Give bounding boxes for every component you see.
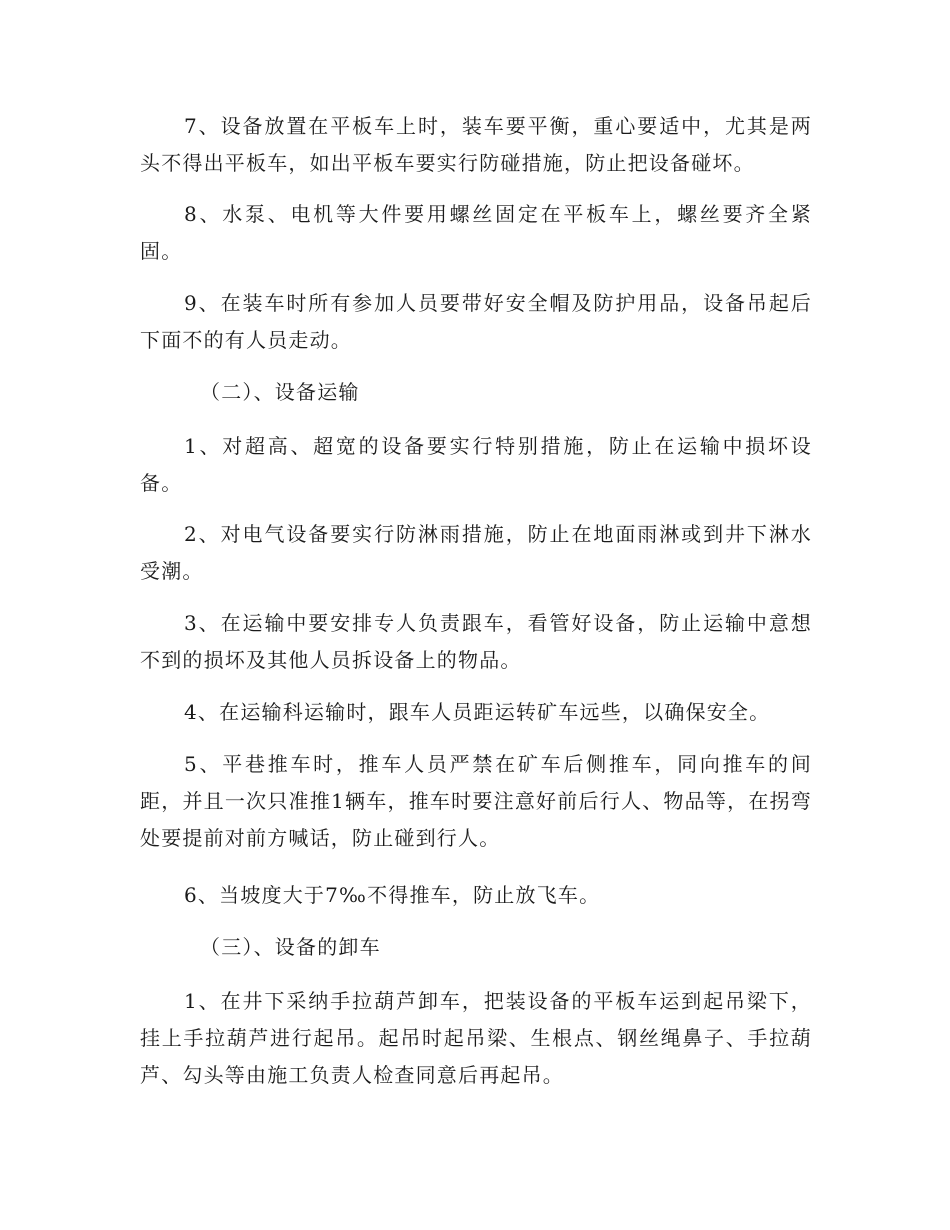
paragraph-item-9: 9、在装车时所有参加人员要带好安全帽及防护用品，设备吊起后下面不的有人员走动。 bbox=[140, 291, 812, 352]
paragraph-transport-2: 2、对电气设备要实行防淋雨措施，防止在地面雨淋或到井下淋水受潮。 bbox=[140, 522, 812, 583]
paragraph-transport-5: 5、平巷推车时，推车人员严禁在矿车后侧推车，同向推车的间距，并且一次只准推1辆车，推车时要注意好前后行人、物品等，在拐弯处要提前对前方喊话，防止碰到行人。 bbox=[140, 752, 812, 850]
paragraph-transport-3: 3、在运输中要安排专人负责跟车，看管好设备，防止运输中意想不到的损坏及其他人员拆设备上的物品。 bbox=[140, 611, 812, 672]
paragraph-transport-1: 1、对超高、超宽的设备要实行特别措施，防止在运输中损坏设备。 bbox=[140, 434, 812, 495]
paragraph-transport-4: 4、在运输科运输时，跟车人员距运转矿车远些，以确保安全。 bbox=[184, 700, 771, 724]
paragraph-unloading-1: 1、在井下采纳手拉葫芦卸车，把装设备的平板车运到起吊梁下，挂上手拉葫芦进行起吊。起吊时起吊梁、生根点、钢丝绳鼻子、手拉葫芦、勾头等由施工负责人检查同意后再起吊。 bbox=[140, 989, 812, 1087]
paragraph-transport-6: 6、当坡度大于7‰不得推车，防止放飞车。 bbox=[184, 883, 601, 907]
paragraph-item-7: 7、设备放置在平板车上时，装车要平衡，重心要适中，尤其是两头不得出平板车，如出平板车要实行防碰措施，防止把设备碰坏。 bbox=[140, 114, 812, 175]
section-heading-transport: （二）、设备运输 bbox=[200, 380, 360, 404]
section-heading-unloading: （三）、设备的卸车 bbox=[200, 935, 381, 959]
paragraph-item-8: 8、水泵、电机等大件要用螺丝固定在平板车上，螺丝要齐全紧固。 bbox=[140, 202, 812, 263]
